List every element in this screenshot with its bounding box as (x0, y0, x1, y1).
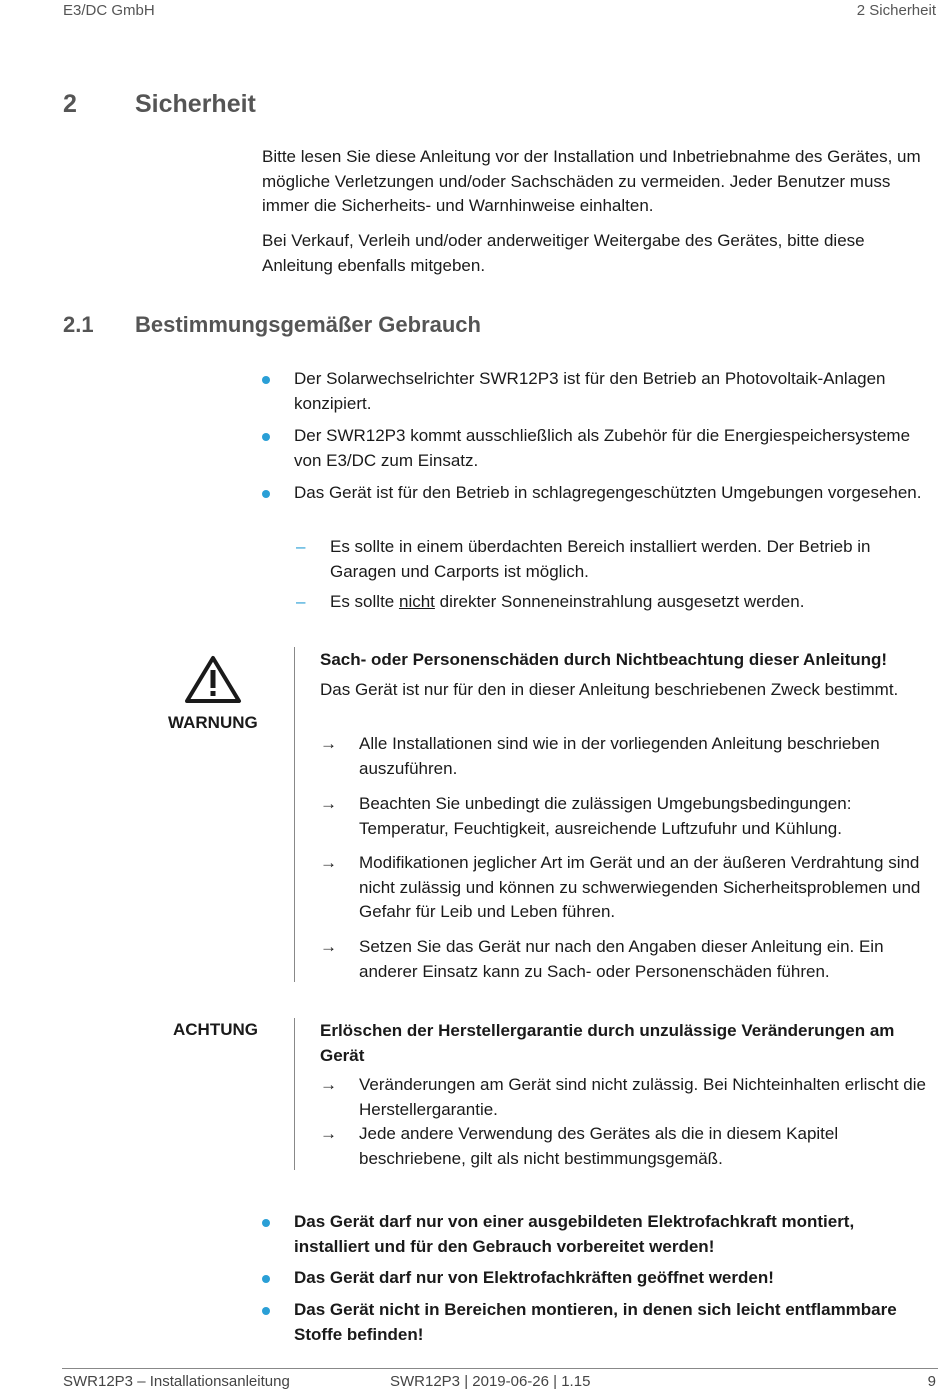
subsection-title: Bestimmungsgemäßer Gebrauch (135, 312, 481, 337)
list-item-text: Der SWR12P3 kommt ausschließlich als Zubehör für die Energiespeichersysteme von E3/DC zum Einsatz. (294, 426, 911, 470)
section-title: Sicherheit (135, 90, 256, 118)
warning-item-text: Modifikationen jeglicher Art im Gerät und an der äußeren Verdrahtung sind nicht zulässig und können zu schwerwiegenden Sicherheitsproblemen und Gefahr für Leib und Leben führen. (359, 853, 921, 921)
dash-icon: – (296, 592, 306, 611)
bullet-icon (262, 1307, 270, 1315)
caution-item-text: Veränderungen am Gerät sind nicht zulässig. Bei Nichteinhalten erlischt die Herstellergarantie. (359, 1075, 926, 1119)
bullet-icon (262, 1219, 270, 1227)
warning-item-text: Setzen Sie das Gerät nur nach den Angaben dieser Anleitung ein. Ein anderer Einsatz kann zu Sach- oder Personenschäden führen. (359, 937, 884, 981)
emphasis-underline: nicht (398, 592, 435, 611)
bullet-icon (262, 490, 270, 498)
warning-text: Das Gerät ist nur für den in dieser Anleitung beschriebenen Zweck bestimmt. (320, 680, 899, 699)
warning-item-text: Alle Installationen sind wie in der vorliegenden Anleitung beschrieben auszuführen. (359, 734, 880, 778)
bullet-icon (262, 376, 270, 384)
warning-item-text: Beachten Sie unbedingt die zulässigen Umgebungsbedingungen: Temperatur, Feuchtigkeit, ausreichende Luftzufuhr und Kühlung. (359, 794, 852, 838)
warning-triangle-icon (184, 654, 242, 704)
intro-paragraph-1: Bitte lesen Sie diese Anleitung vor der Installation und Inbetriebnahme des Gerätes, um mögliche Verletzungen und/oder Sachschäden zu vermeiden. Jeder Benutzer muss immer die Sicherheits- und Warnhinweise einhalten. (262, 147, 921, 215)
footer-divider (62, 1368, 938, 1369)
list-item-text: Das Gerät ist für den Betrieb in schlagregengeschützten Umgebungen vorgesehen. (294, 483, 922, 502)
warning-label: WARNUNG (168, 713, 258, 732)
bullet-icon (262, 433, 270, 441)
caution-title: Erlöschen der Herstellergarantie durch unzulässige Veränderungen am Gerät (320, 1021, 895, 1065)
arrow-right-icon: → (320, 853, 337, 872)
footer-version: SWR12P3 | 2019-06-26 | 1.15 (390, 1373, 591, 1390)
warning-divider (294, 647, 295, 982)
caution-label: ACHTUNG (173, 1020, 258, 1039)
arrow-right-icon: → (320, 937, 337, 956)
header-company: E3/DC GmbH (63, 2, 155, 19)
subsection-number: 2.1 (63, 312, 94, 337)
section-number: 2 (63, 90, 77, 118)
intro-paragraph-2: Bei Verkauf, Verleih und/oder anderweitiger Weitergabe des Gerätes, bitte diese Anleitung ebenfalls mitgeben. (262, 231, 865, 275)
arrow-right-icon: → (320, 734, 337, 753)
arrow-right-icon: → (320, 1075, 337, 1094)
dash-icon: – (296, 537, 306, 556)
warning-title: Sach- oder Personenschäden durch Nichtbeachtung dieser Anleitung! (320, 650, 888, 669)
list-item-text: Der Solarwechselrichter SWR12P3 ist für den Betrieb an Photovoltaik-Anlagen konzipiert. (294, 369, 886, 413)
header-chapter: 2 Sicherheit (856, 2, 936, 19)
arrow-right-icon: → (320, 1124, 337, 1143)
sub-list-item-text: Es sollte nicht direkter Sonneneinstrahlung ausgesetzt werden. (330, 592, 805, 611)
footer-document-title: SWR12P3 – Installationsanleitung (63, 1373, 290, 1390)
caution-item-text: Jede andere Verwendung des Gerätes als die in diesem Kapitel beschriebene, gilt als nicht bestimmungsgemäß. (359, 1124, 839, 1168)
list-item-text: Das Gerät darf nur von Elektrofachkräften geöffnet werden! (294, 1268, 774, 1287)
list-item-text: Das Gerät nicht in Bereichen montieren, in denen sich leicht entflammbare Stoffe befinden! (294, 1300, 897, 1344)
list-item-text: Das Gerät darf nur von einer ausgebildeten Elektrofachkraft montiert, installiert und für den Gebrauch vorbereitet werden! (294, 1212, 855, 1256)
page-number: 9 (927, 1373, 936, 1390)
sub-list-item-text: Es sollte in einem überdachten Bereich installiert werden. Der Betrieb in Garagen und Carports ist möglich. (330, 537, 871, 581)
caution-divider (294, 1018, 295, 1170)
bullet-icon (262, 1275, 270, 1283)
arrow-right-icon: → (320, 794, 337, 813)
